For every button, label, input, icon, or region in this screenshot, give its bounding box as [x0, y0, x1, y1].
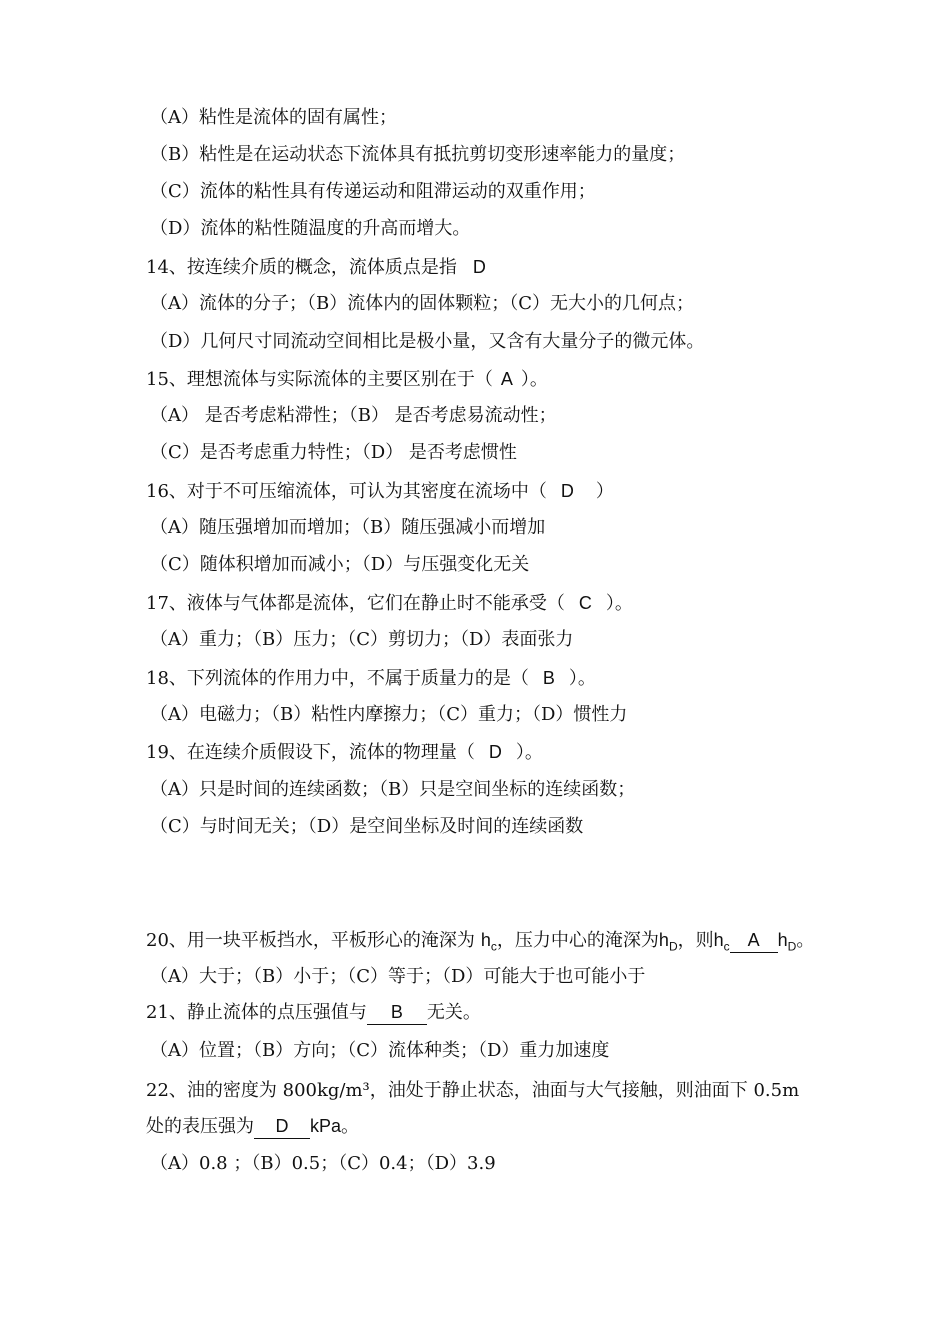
q16-answer: D	[560, 481, 574, 501]
q22-stem-line1: 22、油的密度为 800kg/m³，油处于静止状态，油面与大气接触，则油面下 0.5m	[146, 1080, 800, 1101]
q20-hc-symbol: $h_c$	[480, 930, 497, 954]
q15-options-1: （A） 是否考虑粘滞性；（B） 是否考虑易流动性；	[150, 405, 557, 426]
q19-options-1: （A）只是时间的连续函数；（B）只是空间坐标的连续函数；	[150, 779, 636, 800]
q14-options-1: （A）流体的分子；（B）流体内的固体颗粒；（C）无大小的几何点；	[150, 293, 694, 314]
q20-stem	[146, 928, 814, 953]
q21-stem-post: 无关。	[426, 1002, 481, 1023]
q18-options-1: （A）电磁力；（B）粘性内摩擦力；（C）重力；（D）惯性力	[150, 704, 628, 725]
q20-stem-mid: ，压力中心的淹深为	[496, 930, 659, 951]
q18-stem-pre: 18、下列流体的作用力中，不属于质量力的是（	[146, 668, 529, 689]
q15-answer: A	[500, 369, 513, 389]
q14-stem	[146, 255, 494, 280]
q19-stem-pre: 19、在连续介质假设下，流体的物理量（	[146, 742, 475, 763]
q22-answer-blank: D	[254, 1114, 310, 1139]
q13-option-a: （A）粘性是流体的固有属性；	[150, 107, 397, 128]
q14-answer: D	[472, 257, 486, 277]
q17-stem-post: ）。	[605, 593, 633, 614]
q22-stem-post: kPa。	[310, 1116, 360, 1136]
q14-options-2: （D）几何尺寸同流动空间相比是极小量，又含有大量分子的微元体。	[150, 331, 705, 352]
q15-stem	[146, 367, 548, 392]
q15-stem-post: ）。	[520, 369, 548, 390]
q20-hd-symbol-2: $h_D$	[777, 930, 797, 954]
q17-options-1: （A）重力；（B）压力；（C）剪切力；（D）表面张力	[150, 629, 574, 650]
q17-stem-pre: 17、液体与气体都是流体，它们在静止时不能承受（	[146, 593, 565, 614]
q15-options-2: （C）是否考虑重力特性；（D） 是否考虑惯性	[150, 442, 517, 463]
q19-stem	[146, 740, 543, 765]
q13-option-d: （D）流体的粘性随温度的升高而增大。	[150, 218, 471, 239]
q21-stem-pre: 21、静止流体的点压强值与	[146, 1002, 367, 1023]
q20-hc-symbol-2: $h_c$	[713, 930, 730, 954]
q22-stem-pre: 处的表压强为	[146, 1116, 254, 1137]
q20-stem-pre: 20、用一块平板挡水，平板形心的淹深为	[146, 930, 475, 951]
q17-answer: C	[578, 593, 592, 613]
q18-stem-post: ）。	[568, 668, 596, 689]
q22-stem-line2	[146, 1114, 359, 1139]
q20-options-1: （A）大于；（B）小于；（C）等于；（D）可能大于也可能小于	[150, 966, 646, 987]
q21-stem	[146, 1000, 481, 1025]
q17-stem	[146, 591, 633, 616]
q19-stem-post: ）。	[515, 742, 543, 763]
q16-stem-pre: 16、对于不可压缩流体，可认为其密度在流场中（	[146, 481, 547, 502]
q14-stem-text: 14、按连续介质的概念，流体质点是指	[146, 257, 457, 278]
q21-answer-blank: B	[367, 1000, 427, 1025]
q20-answer-blank: A	[730, 928, 778, 953]
q18-answer: B	[542, 668, 555, 688]
q22-options-1: （A）0.8 ；（B）0.5；（C）0.4；（D）3.9	[150, 1153, 496, 1174]
q13-option-c: （C）流体的粘性具有传递运动和阻滞运动的双重作用；	[150, 181, 596, 202]
q16-options-2: （C）随体积增加而减小；（D）与压强变化无关	[150, 554, 530, 575]
q19-answer: D	[488, 742, 502, 762]
q18-stem	[146, 666, 596, 691]
q16-stem	[146, 479, 614, 504]
q15-stem-pre: 15、理想流体与实际流体的主要区别在于（	[146, 369, 493, 390]
q16-stem-post: ）	[595, 481, 614, 502]
q13-option-b: （B）粘性是在运动状态下流体具有抵抗剪切变形速率能力的量度；	[150, 144, 686, 165]
q16-options-1: （A）随压强增加而增加；（B）随压强减小而增加	[150, 517, 546, 538]
q20-stem-then: ，则	[677, 930, 714, 951]
q20-stem-end: 。	[796, 930, 815, 951]
q21-options-1: （A）位置；（B）方向；（C）流体种类；（D）重力加速度	[150, 1040, 610, 1061]
q19-options-2: （C）与时间无关；（D）是空间坐标及时间的连续函数	[150, 816, 584, 837]
q20-hd-symbol: $h_D$	[658, 930, 678, 954]
